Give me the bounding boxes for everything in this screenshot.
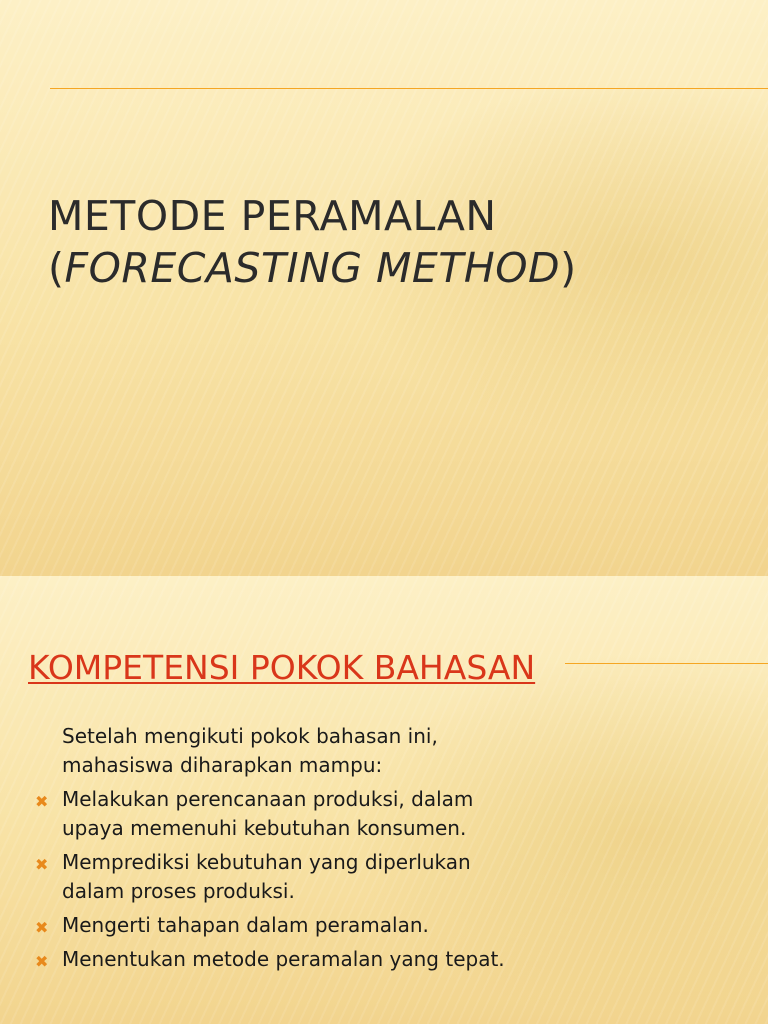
slide-body — [30, 722, 730, 979]
title-line-1: METODE PERAMALAN — [48, 192, 497, 240]
x-mark-icon: ✖ — [35, 792, 49, 811]
intro-line-2: mahasiswa diharapkan mampu: — [62, 753, 383, 777]
list-item — [30, 785, 730, 843]
header-rule — [50, 88, 768, 89]
intro-line-1: Setelah mengikuti pokok bahasan ini, — [62, 724, 438, 748]
title-paren-open: ( — [48, 244, 65, 292]
list-item — [30, 848, 730, 906]
title-italic: FORECASTING METHOD — [64, 244, 561, 292]
bullet-line: Menentukan metode peramalan yang tepat. — [62, 947, 505, 971]
slide-title-text — [48, 190, 577, 294]
title-line-2 — [48, 242, 577, 294]
bullet-line: Melakukan perencanaan produksi, dalam — [62, 787, 474, 811]
list-item — [30, 911, 730, 940]
slide-competency — [0, 576, 768, 1024]
x-mark-icon: ✖ — [35, 952, 49, 971]
slide-heading: KOMPETENSI POKOK BAHASAN — [28, 648, 536, 687]
bullet-line: Memprediksi kebutuhan yang diperlukan — [62, 850, 471, 874]
bullet-line: dalam proses produksi. — [62, 879, 295, 903]
title-paren-close: ) — [560, 244, 577, 292]
x-mark-icon: ✖ — [35, 918, 49, 937]
header-rule — [565, 663, 768, 664]
list-item — [30, 945, 730, 974]
x-mark-icon: ✖ — [35, 855, 49, 874]
bullet-line: Mengerti tahapan dalam peramalan. — [62, 913, 429, 937]
intro-text — [30, 722, 730, 780]
bullet-line: upaya memenuhi kebutuhan konsumen. — [62, 816, 467, 840]
